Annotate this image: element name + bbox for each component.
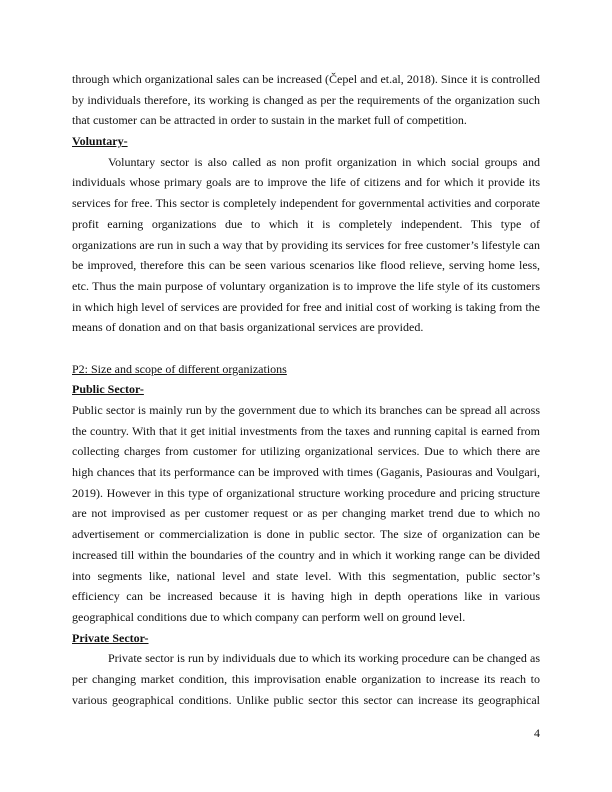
section-subtitle: P2: Size and scope of different organizations: [72, 361, 287, 376]
paragraph: [72, 648, 540, 710]
text-line: services for free. This sector is completely independent for governmental activities and corporate: [72, 196, 540, 211]
text-line: by individuals therefore, its working is changed as per the requirements of the organization such: [72, 92, 540, 107]
text-line: Private sector is run by individuals due to which its working procedure can be changed as: [108, 651, 540, 666]
section-heading: Public Sector-: [72, 382, 144, 397]
text-line: efficiency can be increased because it is having high in depth operations like in various: [72, 589, 540, 604]
text-line: collecting charges from customer for utilizing organizational services. Due to which there are: [72, 444, 540, 459]
paragraph: [72, 69, 540, 131]
text-line: be improved, therefore this can be seen various scenarios like flood relieve, serving home less,: [72, 258, 540, 273]
text-line: organizations are run in such a way that by providing its services for free customer’s lifestyle can: [72, 237, 540, 252]
text-line: through which organizational sales can be increased (Čepel and et.al, 2018). Since it is controlled: [72, 72, 540, 86]
text-line: means of donation and on that basis organizational services are provided.: [72, 320, 424, 335]
text-line: 2019). However in this type of organizational structure working procedure and pricing structure: [72, 485, 540, 500]
text-line: etc. Thus the main purpose of voluntary organization is to improve the life style of its customers: [72, 278, 540, 293]
paragraph: [72, 400, 540, 628]
section-heading: Private Sector-: [72, 630, 149, 645]
text-line: are not improvised as per customer request or as per changing market trend due to which no: [72, 506, 540, 521]
text-line: geographical conditions due to which company can perform well on ground level.: [72, 609, 466, 624]
text-line: profit earning organizations due to which it is completely independent. This type of: [72, 216, 540, 231]
text-line: Public sector is mainly run by the government due to which its branches can be spread all across: [72, 403, 540, 417]
text-line: advertisement or commercialization is done in public sector. The size of organization can be: [72, 527, 540, 542]
text-line: per changing market condition, this improvisation enable organization to increase its reach to: [72, 671, 540, 686]
document-body: [72, 69, 540, 710]
text-line: that customer can be attracted in order to sustain in the market full of competition.: [72, 113, 467, 128]
section-heading: Voluntary-: [72, 134, 128, 149]
text-line: individuals whose primary goals are to improve the life of citizens and for which it provide its: [72, 175, 540, 190]
text-line: increased till within the boundaries of the country and in which it working range can be divided: [72, 547, 540, 562]
text-line: high chances that its performance can be improved with times (Gaganis, Pasiouras and Voulgari,: [72, 465, 540, 480]
text-line: in which high level of services are provided for free and initial cost of working is taking from the: [72, 299, 540, 314]
text-line: Voluntary sector is also called as non profit organization in which social groups and: [108, 154, 540, 169]
blank-line: [72, 338, 540, 359]
page-number: 4: [534, 726, 540, 740]
paragraph: [72, 152, 540, 338]
text-line: into segments like, national level and state level. With this segmentation, public sector’s: [72, 568, 540, 583]
text-line: the country. With that it get initial investments from the taxes and running capital is earned from: [72, 423, 540, 438]
text-line: various geographical conditions. Unlike public sector this sector can increase its geographical: [72, 692, 540, 707]
